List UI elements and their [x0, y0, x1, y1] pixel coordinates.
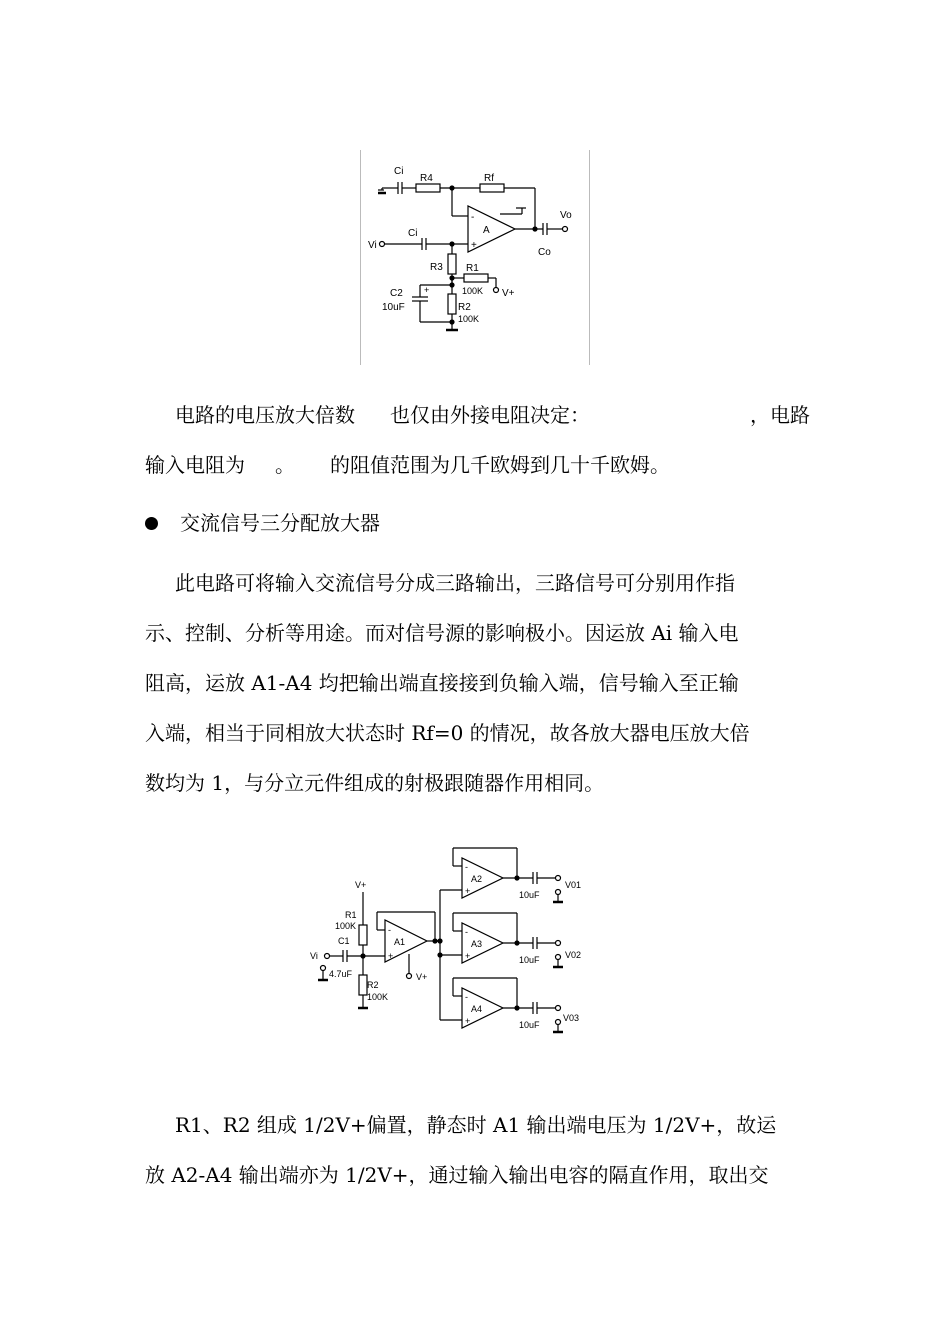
label-a3: A3 — [471, 939, 483, 949]
label-cap-2: 10uF — [519, 955, 540, 965]
paragraph-line: 此电路可将输入交流信号分成三路输出，三路信号可分别用作指 — [175, 571, 735, 595]
label-r2-value: 100K — [367, 992, 389, 1002]
label-a1-plus: + — [388, 951, 394, 961]
paragraph-gain-line-1 — [145, 390, 810, 440]
label-a4-plus: + — [465, 1016, 471, 1026]
label-r4: R4 — [420, 173, 433, 184]
label-a3-minus: - — [465, 927, 468, 937]
label-c1: C1 — [338, 936, 350, 946]
label-amp-a: A — [483, 225, 490, 236]
paragraph-line: 阻高，运放 A1-A4 均把输出端直接接到负输入端，信号输入至正输 — [145, 671, 739, 695]
section-heading — [145, 503, 380, 543]
text-period: 。 — [275, 453, 295, 477]
label-c2: C2 — [390, 288, 403, 299]
section-heading-text: 交流信号三分配放大器 — [180, 511, 380, 535]
label-vi: Vi — [368, 240, 377, 251]
label-a4: A4 — [471, 1004, 483, 1014]
circuit-diagram-2 — [305, 840, 595, 1040]
text-gain-a: 电路的电压放大倍数 — [175, 403, 355, 427]
label-a4-minus: - — [465, 992, 468, 1002]
label-c2-value: 10uF — [382, 302, 405, 313]
label-cap-1: 10uF — [519, 890, 540, 900]
label-vplus: V+ — [502, 288, 515, 299]
paragraph-gain — [145, 390, 810, 490]
circuit-1-svg — [360, 150, 590, 365]
label-r2-value: 100K — [458, 314, 480, 324]
circuit-2-svg — [305, 840, 595, 1040]
label-plus: + — [471, 240, 477, 251]
paragraph-line: 数均为 1，与分立元件组成的射极跟随器作用相同。 — [145, 771, 605, 795]
paragraph-line: 放 A2-A4 输出端亦为 1/2V+，通过输入输出电容的隔直作用，取出交 — [145, 1163, 769, 1187]
label-r2: R2 — [367, 980, 379, 990]
label-ci-top: Ci — [394, 166, 404, 177]
paragraph-line: 示、控制、分析等用途。而对信号源的影响极小。因运放 Ai 输入电 — [145, 621, 739, 645]
text-resistance-range: 的阻值范围为几千欧姆到几十千欧姆。 — [330, 453, 670, 477]
paragraph-line: R1、R2 组成 1/2V+偏置，静态时 A1 输出端电压为 1/2V+，故运 — [175, 1113, 777, 1137]
circuit-diagram-1 — [360, 150, 590, 365]
label-r1: R1 — [345, 910, 357, 920]
label-v01: V01 — [565, 880, 582, 890]
text-gain-c: ，电路 — [750, 403, 810, 427]
label-vo: Vo — [560, 210, 572, 221]
label-vi: Vi — [310, 951, 318, 961]
label-r3: R3 — [430, 262, 443, 273]
label-co: Co — [538, 247, 551, 258]
label-a2-minus: - — [465, 862, 468, 872]
label-r2: R2 — [458, 302, 471, 313]
label-a2-plus: + — [465, 886, 471, 896]
label-a2: A2 — [471, 874, 483, 884]
label-r1-value: 100K — [335, 921, 357, 931]
paragraph-gain-line-2 — [145, 440, 810, 490]
bullet-icon — [145, 517, 158, 530]
label-a3-plus: + — [465, 951, 471, 961]
label-r1-value: 100K — [462, 286, 484, 296]
label-r1: R1 — [466, 263, 479, 274]
label-c1-value: 4.7uF — [329, 969, 353, 979]
text-input-resistance: 输入电阻为 — [145, 453, 245, 477]
label-a1-minus: - — [388, 925, 391, 935]
label-a1: A1 — [394, 937, 406, 947]
label-ci-mid: Ci — [408, 228, 418, 239]
label-v02: V02 — [565, 950, 582, 960]
text-gain-b: 也仅由外接电阻决定： — [390, 403, 590, 427]
label-v03: V03 — [563, 1013, 580, 1023]
label-vplus-top: V+ — [355, 880, 367, 890]
label-rf: Rf — [484, 173, 494, 184]
label-vplus-a1: V+ — [416, 972, 428, 982]
label-cap-3: 10uF — [519, 1020, 540, 1030]
label-minus: - — [471, 212, 475, 223]
label-c2-plus: + — [424, 285, 430, 295]
paragraph-bias — [145, 1100, 810, 1200]
paragraph-description — [145, 558, 810, 808]
paragraph-line: 入端，相当于同相放大状态时 Rf=0 的情况，故各放大器电压放大倍 — [145, 721, 750, 745]
